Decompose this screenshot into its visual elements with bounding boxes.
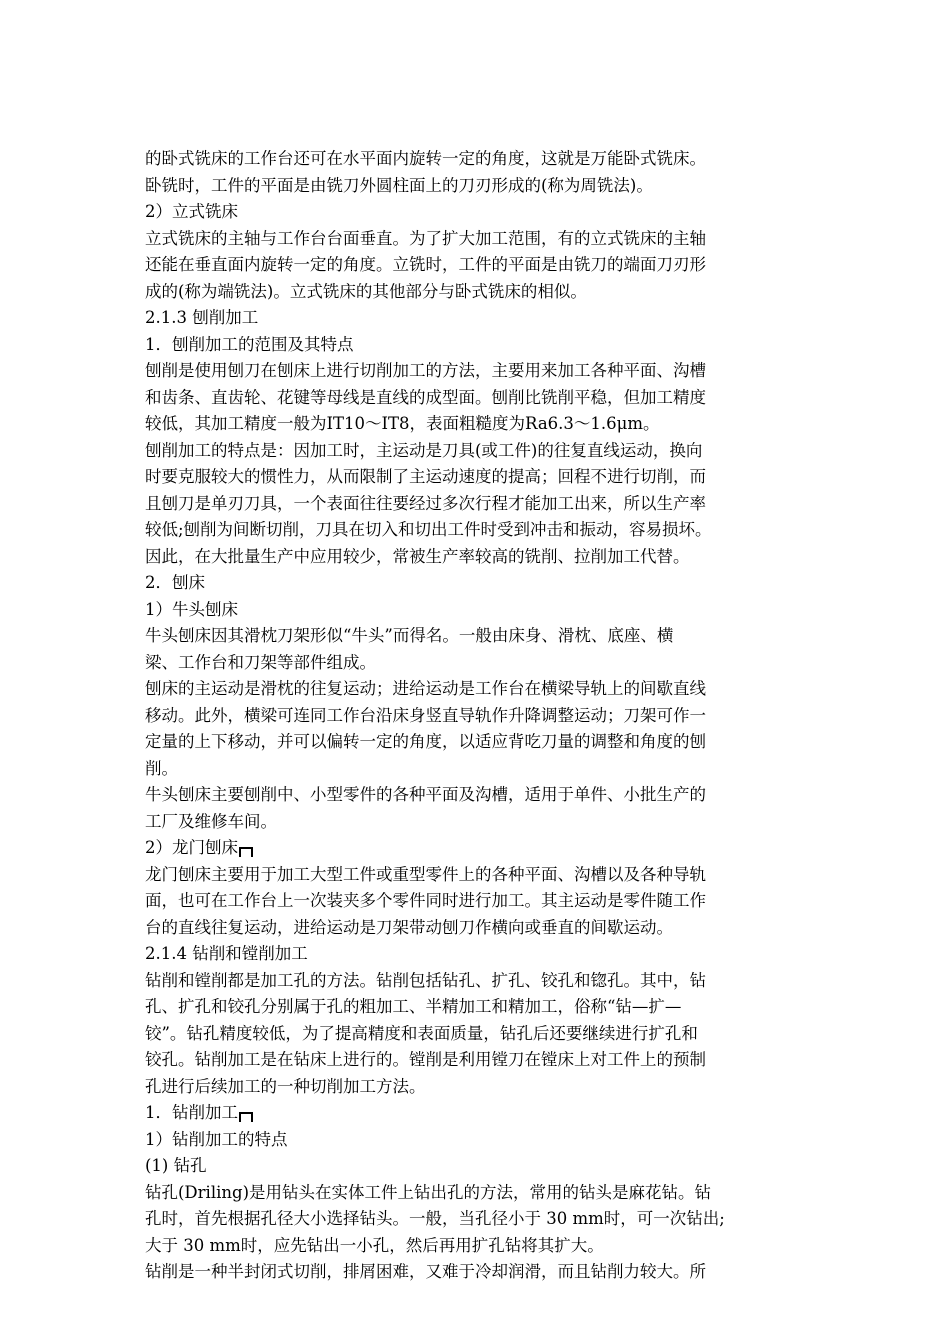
text-line: 钻削和镗削都是加工孔的方法。钻削包括钻孔、扩孔、铰孔和锪孔。其中，钻 — [145, 970, 706, 990]
text-line: 大于 30 mm时，应先钻出一小孔，然后再用扩孔钻将其扩大。 — [145, 1235, 604, 1255]
text-line: 成的(称为端铣法)。立式铣床的其他部分与卧式铣床的相似。 — [145, 281, 587, 301]
list-heading: 1）牛头刨床 — [145, 599, 238, 619]
list-heading: 2）立式铣床 — [145, 202, 238, 221]
section-heading: 2.1.3 刨削加工 — [145, 308, 259, 327]
return-mark-icon — [239, 1112, 253, 1122]
text-line: 削。 — [145, 758, 178, 778]
text-line: 的卧式铣床的工作台还可在水平面内旋转一定的角度，这就是万能卧式铣床。 — [145, 149, 706, 168]
text-line: 台的直线往复运动，进给运动是刀架带动刨刀作横向或垂直的间歇运动。 — [145, 917, 673, 937]
subsection-heading-row — [145, 1100, 805, 1127]
text-line: 牛头刨床主要刨削中、小型零件的各种平面及沟槽，适用于单件、小批生产的 — [145, 785, 706, 804]
text-line: 移动。此外，横梁可连同工作台沿床身竖直导轨作升降调整运动；刀架可作一 — [145, 705, 706, 725]
text-line: 且刨刀是单刃刀具，一个表面往往要经过多次行程才能加工出来，所以生产率 — [145, 493, 706, 513]
text-line: 钻削是一种半封闭式切削，排屑困难，又难于冷却润滑，而且钻削力较大。所 — [145, 1262, 706, 1281]
section-heading: 2.1.4 钻削和镗削加工 — [145, 944, 308, 963]
text-line: 卧铣时，工件的平面是由铣刀外圆柱面上的刀刃形成的(称为周铣法)。 — [145, 175, 653, 195]
text-line: 铰”。钻孔精度较低，为了提高精度和表面质量，钻孔后还要继续进行扩孔和 — [145, 1023, 698, 1043]
text-line: 时要克服较大的惯性力，从而限制了主运动速度的提高；回程不进行切削，而 — [145, 467, 706, 486]
list-heading: (1) 钻孔 — [145, 1156, 207, 1175]
text-line: 铰孔。钻削加工是在钻床上进行的。镗削是利用镗刀在镗床上对工件上的预制 — [145, 1050, 706, 1069]
text-line: 和齿条、直齿轮、花键等母线是直线的成型面。刨削比铣削平稳，但加工精度 — [145, 387, 706, 407]
text-line: 孔进行后续加工的一种切削加工方法。 — [145, 1076, 426, 1096]
text-line: 面，也可在工作台上一次装夹多个零件同时进行加工。其主运动是零件随工作 — [145, 891, 706, 910]
return-mark-icon — [239, 847, 253, 857]
text-line: 定量的上下移动，并可以偏转一定的角度，以适应背吃刀量的调整和角度的刨 — [145, 732, 706, 751]
subsection-heading: 1．钻削加工 — [145, 1103, 238, 1122]
text-line: 牛头刨床因其滑枕刀架形似“牛头”而得名。一般由床身、滑枕、底座、横 — [145, 626, 674, 645]
text-line: 还能在垂直面内旋转一定的角度。立铣时，工件的平面是由铣刀的端面刀刃形 — [145, 255, 706, 274]
document-body — [145, 146, 805, 1286]
text-line: 梁、工作台和刀架等部件组成。 — [145, 652, 376, 672]
list-heading: 1）钻削加工的特点 — [145, 1129, 288, 1149]
text-line: 龙门刨床主要用于加工大型工件或重型零件上的各种平面、沟槽以及各种导轨 — [145, 864, 706, 884]
text-line: 刨床的主运动是滑枕的往复运动；进给运动是工作台在横梁导轨上的间歇直线 — [145, 679, 706, 698]
text-line: 刨削是使用刨刀在刨床上进行切削加工的方法，主要用来加工各种平面、沟槽 — [145, 361, 706, 380]
list-heading: 2）龙门刨床 — [145, 838, 238, 857]
text-line: 孔时，首先根据孔径大小选择钻头。一般，当孔径小于 30 mm时，可一次钻出; — [145, 1209, 725, 1228]
text-line: 因此，在大批量生产中应用较少，常被生产率较高的铣削、拉削加工代替。 — [145, 546, 690, 566]
text-line: 钻孔(Driling)是用钻头在实体工件上钻出孔的方法，常用的钻头是麻花钻。钻 — [145, 1182, 712, 1202]
text-line: 较低，其加工精度一般为IT10～IT8，表面粗糙度为Ra6.3～1.6μm。 — [145, 414, 660, 433]
text-line: 较低;刨削为间断切削，刀具在切入和切出工件时受到冲击和振动，容易损坏。 — [145, 520, 712, 539]
subsection-heading: 2．刨床 — [145, 573, 205, 592]
list-heading-row — [145, 835, 805, 862]
text-line: 工厂及维修车间。 — [145, 811, 277, 831]
text-line: 孔、扩孔和铰孔分别属于孔的粗加工、半精加工和精加工，俗称“钻—扩— — [145, 997, 682, 1016]
text-line: 立式铣床的主轴与工作台台面垂直。为了扩大加工范围，有的立式铣床的主轴 — [145, 228, 706, 248]
text-line: 刨削加工的特点是：因加工时，主运动是刀具(或工件)的往复直线运动，换向 — [145, 440, 703, 460]
subsection-heading: 1．刨削加工的范围及其特点 — [145, 334, 354, 354]
